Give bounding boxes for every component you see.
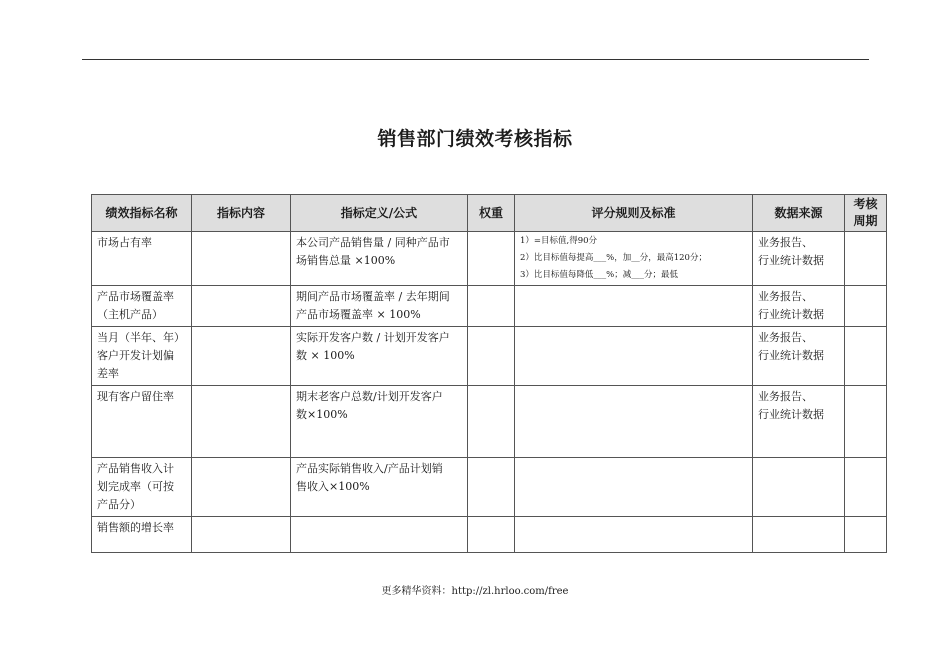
cell-source bbox=[753, 458, 845, 517]
cell-definition bbox=[291, 386, 468, 458]
cell-period bbox=[845, 386, 887, 458]
table-row bbox=[92, 517, 887, 553]
page-title: 销售部门绩效考核指标 bbox=[377, 128, 573, 150]
cell-period bbox=[845, 327, 887, 386]
source-line: 行业统计数据 bbox=[758, 308, 824, 321]
cell-source bbox=[753, 327, 845, 386]
name-line: 产品分） bbox=[97, 498, 141, 511]
cell-weight bbox=[468, 327, 515, 386]
cell-definition bbox=[291, 286, 468, 327]
name-line: （主机产品） bbox=[97, 308, 163, 321]
source-line: 业务报告、 bbox=[758, 236, 813, 249]
cell-rules bbox=[515, 232, 753, 286]
header-cell: 指标定义/公式 bbox=[291, 195, 468, 232]
cell-name bbox=[92, 517, 192, 553]
cell-content bbox=[192, 327, 291, 386]
cell-name bbox=[92, 386, 192, 458]
cell-rules bbox=[515, 327, 753, 386]
header-row bbox=[92, 195, 887, 232]
definition-line: 本公司产品销售量 / 同种产品市 bbox=[296, 236, 450, 249]
table-row bbox=[92, 458, 887, 517]
header-cell: 考核周期 bbox=[845, 195, 887, 232]
name-line: 销售额的增长率 bbox=[97, 521, 174, 534]
definition-line: 产品实际销售收入/产品计划销 bbox=[296, 462, 443, 475]
cell-weight bbox=[468, 517, 515, 553]
cell-period bbox=[845, 286, 887, 327]
rules-line: 2）比目标值每提高___%，加__分，最高120分； bbox=[520, 253, 707, 263]
name-line: 客户开发计划偏 bbox=[97, 349, 174, 362]
name-line: 划完成率（可按 bbox=[97, 480, 174, 493]
cell-weight bbox=[468, 386, 515, 458]
cell-content bbox=[192, 386, 291, 458]
name-line: 差率 bbox=[97, 367, 119, 380]
source-line: 行业统计数据 bbox=[758, 408, 824, 421]
cell-source bbox=[753, 386, 845, 458]
table-row bbox=[92, 386, 887, 458]
rules-line: 1）=目标值,得90分 bbox=[520, 236, 598, 246]
cell-period bbox=[845, 458, 887, 517]
table-body bbox=[92, 232, 887, 553]
definition-line: 期末老客户总数/计划开发客户 bbox=[296, 390, 443, 403]
source-line: 业务报告、 bbox=[758, 331, 813, 344]
cell-definition bbox=[291, 458, 468, 517]
cell-definition bbox=[291, 327, 468, 386]
cell-rules bbox=[515, 458, 753, 517]
cell-source bbox=[753, 232, 845, 286]
name-line: 产品销售收入计 bbox=[97, 462, 174, 475]
name-line: 市场占有率 bbox=[97, 236, 152, 249]
cell-name bbox=[92, 232, 192, 286]
cell-period bbox=[845, 232, 887, 286]
source-line: 行业统计数据 bbox=[758, 349, 824, 362]
cell-rules bbox=[515, 386, 753, 458]
cell-period bbox=[845, 517, 887, 553]
source-line: 行业统计数据 bbox=[758, 254, 824, 267]
header-cell: 绩效指标名称 bbox=[92, 195, 192, 232]
cell-name bbox=[92, 286, 192, 327]
table-row bbox=[92, 286, 887, 327]
footer-link[interactable]: 更多精华资料：http://zl.hrloo.com/free bbox=[381, 586, 569, 597]
rules-line: 3）比目标值每降低___%；减___分；最低 bbox=[520, 270, 678, 280]
definition-line: 期间产品市场覆盖率 / 去年期间 bbox=[296, 290, 450, 303]
name-line: 产品市场覆盖率 bbox=[97, 290, 174, 303]
cell-content bbox=[192, 517, 291, 553]
kpi-table bbox=[91, 194, 887, 553]
cell-name bbox=[92, 327, 192, 386]
cell-weight bbox=[468, 458, 515, 517]
cell-source bbox=[753, 517, 845, 553]
definition-line: 售收入×100% bbox=[296, 480, 370, 493]
cell-name bbox=[92, 458, 192, 517]
header-cell: 权重 bbox=[468, 195, 515, 232]
cell-definition bbox=[291, 232, 468, 286]
source-line: 业务报告、 bbox=[758, 390, 813, 403]
name-line: 当月（半年、年） bbox=[97, 331, 185, 344]
definition-line: 场销售总量 ×100% bbox=[296, 254, 396, 267]
cell-rules bbox=[515, 286, 753, 327]
cell-content bbox=[192, 458, 291, 517]
definition-line: 数×100% bbox=[296, 408, 348, 421]
table-row bbox=[92, 232, 887, 286]
header-cell: 评分规则及标准 bbox=[515, 195, 753, 232]
cell-content bbox=[192, 232, 291, 286]
cell-weight bbox=[468, 232, 515, 286]
definition-line: 数 × 100% bbox=[296, 349, 355, 362]
cell-source bbox=[753, 286, 845, 327]
cell-rules bbox=[515, 517, 753, 553]
header-cell: 数据来源 bbox=[753, 195, 845, 232]
definition-line: 产品市场覆盖率 × 100% bbox=[296, 308, 421, 321]
source-line: 业务报告、 bbox=[758, 290, 813, 303]
table-row bbox=[92, 327, 887, 386]
definition-line: 实际开发客户数 / 计划开发客户 bbox=[296, 331, 450, 344]
top-rule bbox=[82, 59, 869, 60]
cell-weight bbox=[468, 286, 515, 327]
cell-content bbox=[192, 286, 291, 327]
header-cell: 指标内容 bbox=[192, 195, 291, 232]
cell-definition bbox=[291, 517, 468, 553]
name-line: 现有客户留住率 bbox=[97, 390, 174, 403]
